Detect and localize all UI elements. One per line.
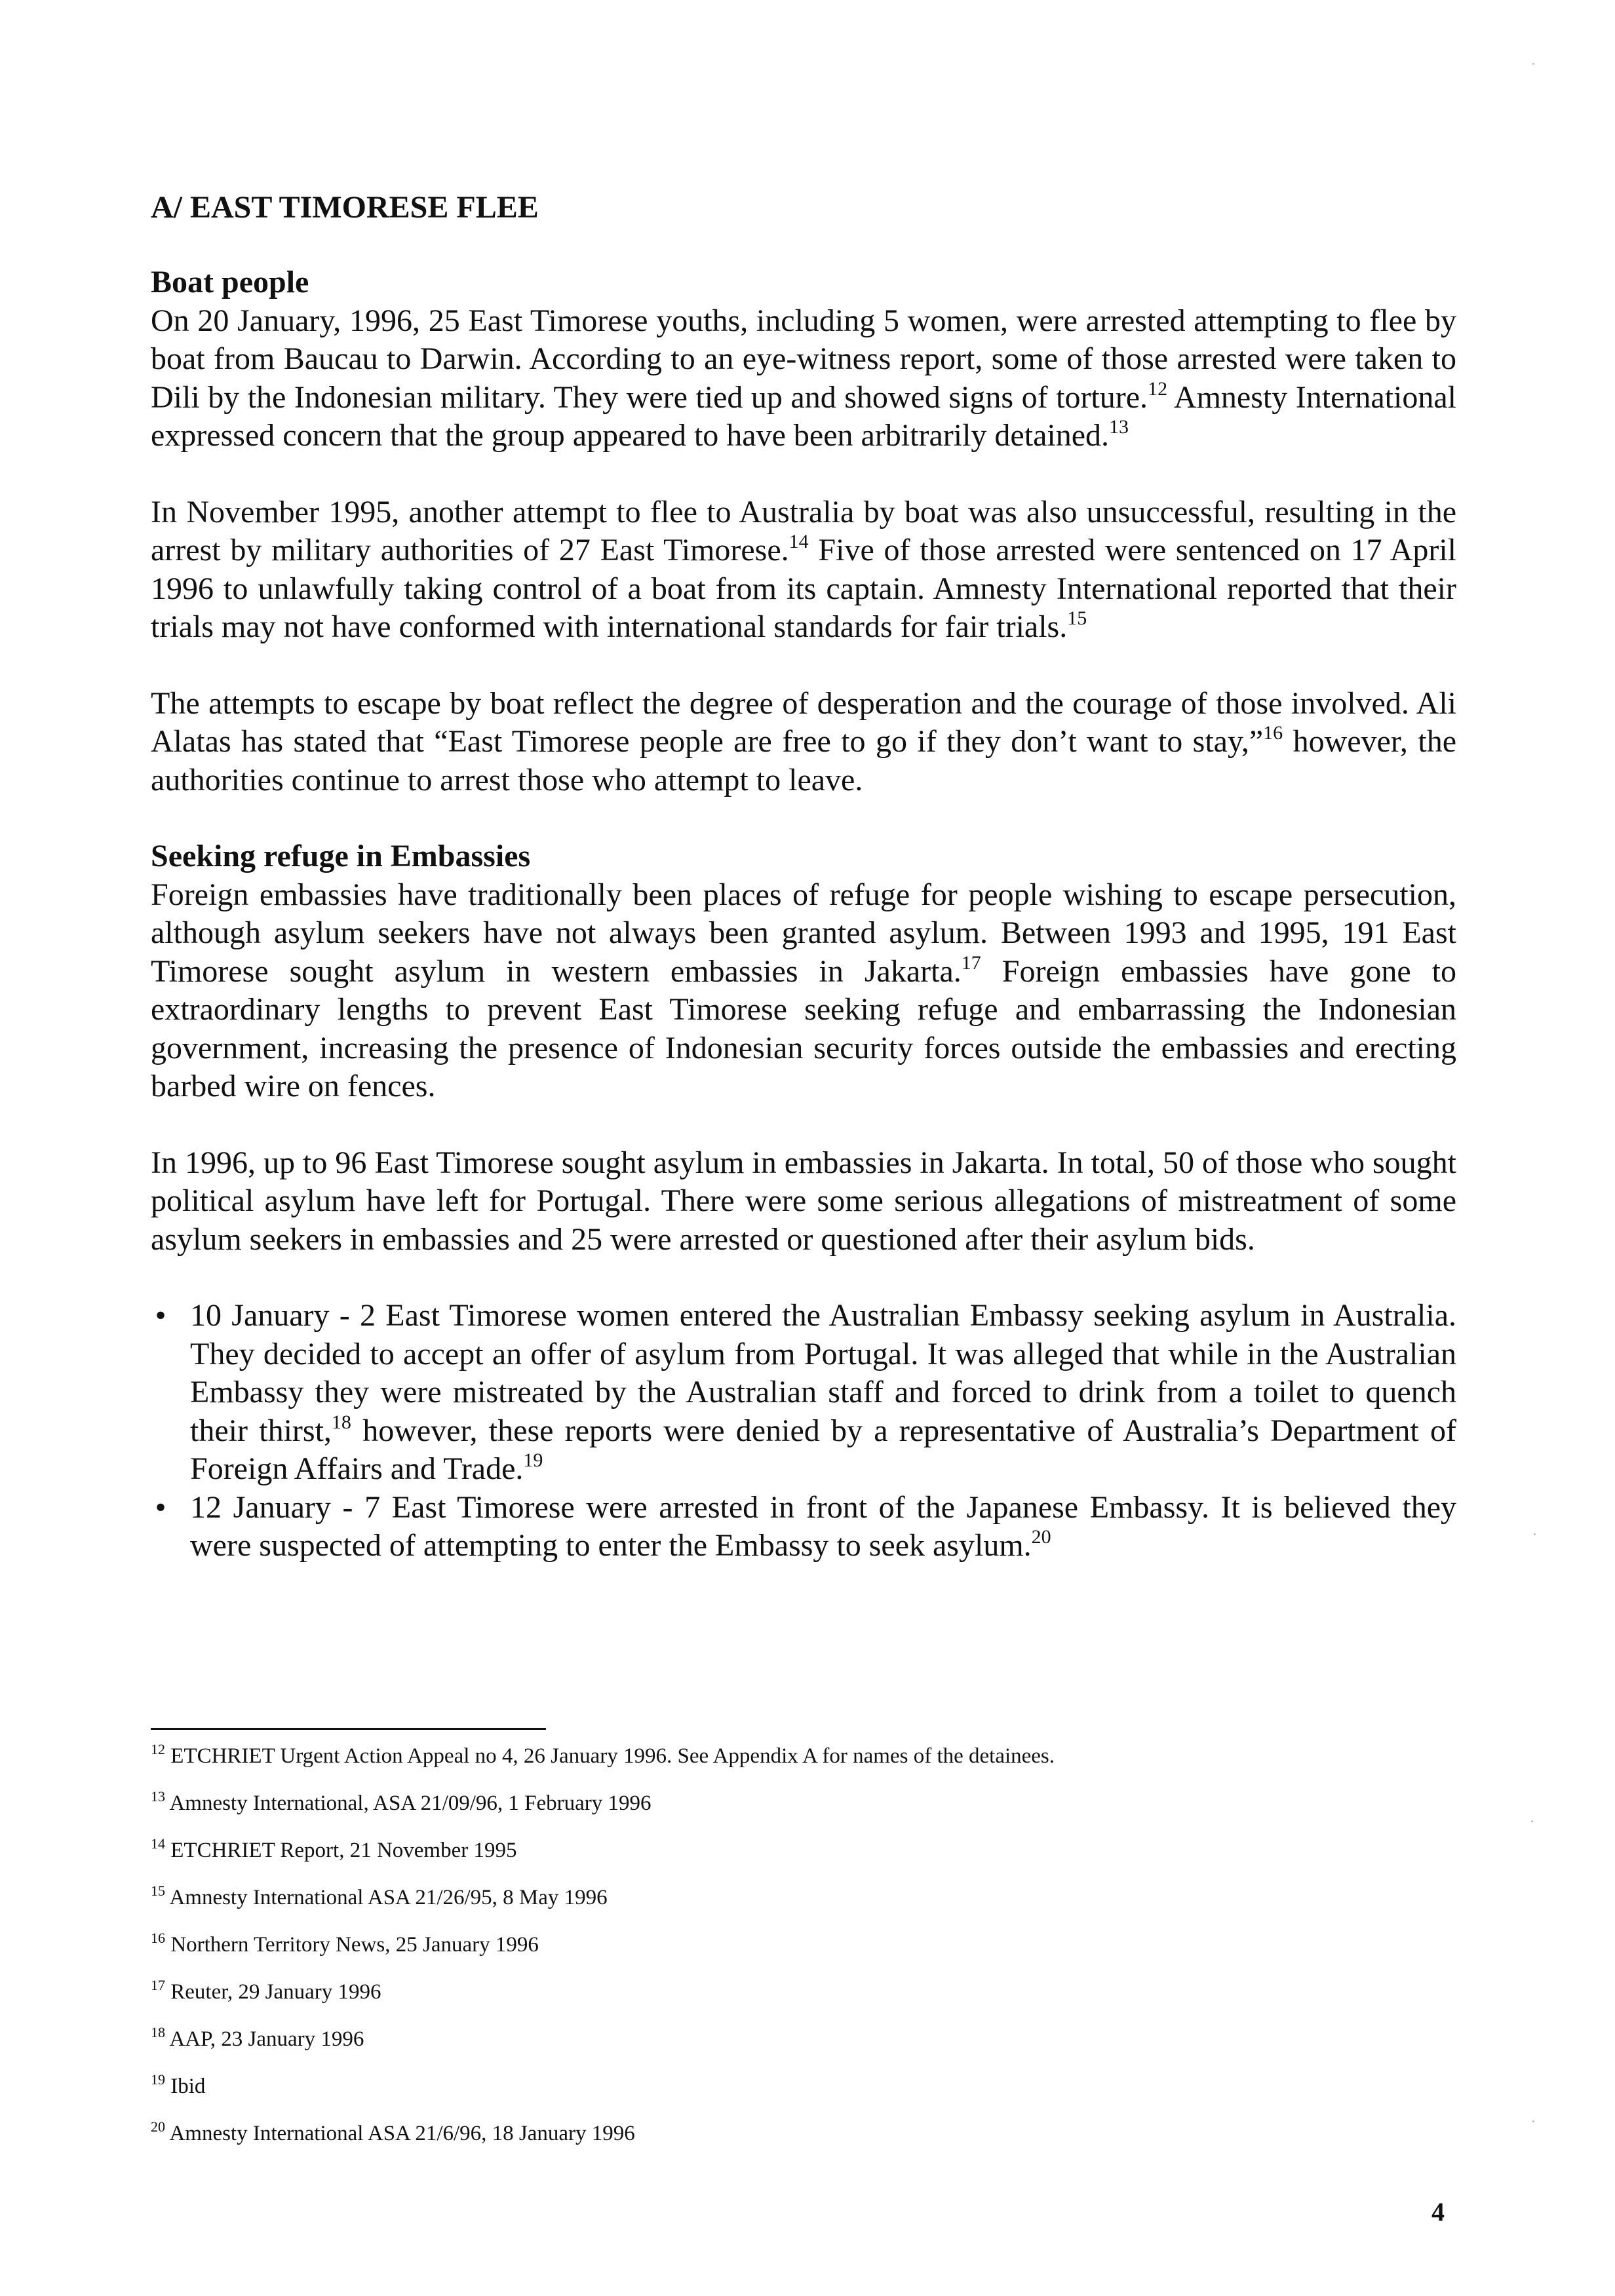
boat-people-heading: Boat people bbox=[151, 265, 309, 299]
list-item bbox=[151, 1489, 1456, 1565]
text-run: The attempts to escape by boat reflect the degree of desperation and the courage of those involved. Ali Alatas has stated that “East Timorese people are free to go if they don’t want to stay,” bbox=[151, 685, 1456, 759]
footnote-text: ETCHRIET Urgent Action Appeal no 4, 26 January 1996. See Appendix A for names of the detainees. bbox=[170, 1744, 1055, 1768]
footnote-ref-15: 15 bbox=[1067, 607, 1087, 629]
page-number: 4 bbox=[1431, 2197, 1445, 2227]
footnote-number: 15 bbox=[151, 1883, 165, 1899]
text-run: Amnesty International expressed concern that the group appeared to have been arbitrarily detained. bbox=[151, 379, 1456, 453]
footnote-ref-13: 13 bbox=[1109, 416, 1129, 438]
bullet-icon: • bbox=[155, 1298, 166, 1333]
footnote-17 bbox=[151, 1979, 1456, 2026]
footnote-12 bbox=[151, 1743, 1456, 1790]
footnote-number: 19 bbox=[151, 2071, 165, 2088]
footnote-text: AAP, 23 January 1996 bbox=[169, 2027, 364, 2051]
scan-speck bbox=[1534, 1533, 1536, 1535]
footnote-text: Reuter, 29 January 1996 bbox=[170, 1980, 381, 2004]
text-run: On 20 January, 1996, 25 East Timorese youths, including 5 women, were arrested attempting to flee by boat from Baucau to Darwin. According to an eye-witness report, some of those arrested were taken to Dili by the Indonesian military. They were tied up and showed signs of torture. bbox=[151, 303, 1456, 415]
text-run: Foreign embassies have traditionally been places of refuge for people wishing to escape persecution, although asylum seekers have not always been granted asylum. Between 1993 and 1995, 191 East Timorese sought asylum in western embassies in Jakarta. bbox=[151, 877, 1456, 989]
footnote-14 bbox=[151, 1837, 1456, 1885]
embassies-paragraph-1 bbox=[151, 876, 1456, 1106]
text-run: however, the authorities continue to arrest those who attempt to leave. bbox=[151, 724, 1456, 797]
footnote-20 bbox=[151, 2120, 1456, 2168]
boat-people-paragraph-3 bbox=[151, 685, 1456, 800]
embassies-paragraph-2: In 1996, up to 96 East Timorese sought asylum in embassies in Jakarta. In total, 50 of those who sought political asylum have left for Portugal. There were some serious allegations of mistreatment of some asylum seekers in embassies and 25 were arrested or questioned after their asylum bids. bbox=[151, 1145, 1456, 1257]
footnote-text: Amnesty International, ASA 21/09/96, 1 February 1996 bbox=[169, 1791, 652, 1815]
footnote-number: 12 bbox=[151, 1741, 165, 1757]
text-run: Five of those arrested were sentenced on 17 April 1996 to unlawfully taking control of a boat from its captain. Amnesty International reported that their trials may not have conformed with international standards for fair trials. bbox=[151, 533, 1457, 644]
footnote-ref-19: 19 bbox=[523, 1449, 543, 1471]
text-run: 12 January - 7 East Timorese were arrested in front of the Japanese Embassy. It is believed they were suspected of attempting to enter the Embassy to seek asylum. bbox=[190, 1489, 1456, 1563]
footnote-13 bbox=[151, 1790, 1456, 1837]
footnote-divider bbox=[151, 1728, 546, 1730]
text-run: however, these reports were denied by a representative of Australia’s Department of Foreign Affairs and Trade. bbox=[190, 1413, 1456, 1486]
footnote-ref-18: 18 bbox=[331, 1411, 351, 1433]
footnote-text: Amnesty International ASA 21/26/95, 8 May 1996 bbox=[169, 1886, 608, 1909]
text-run: In November 1995, another attempt to flee to Australia by boat was also unsuccessful, resulting in the arrest by military authorities of 27 East Timorese. bbox=[151, 494, 1456, 567]
bullet-icon: • bbox=[155, 1489, 166, 1525]
footnote-number: 13 bbox=[151, 1788, 165, 1805]
footnote-number: 14 bbox=[151, 1835, 165, 1852]
footnote-ref-17: 17 bbox=[961, 951, 981, 974]
list-item bbox=[151, 1297, 1456, 1489]
scan-speck bbox=[1532, 2120, 1534, 2122]
boat-people-paragraph-1 bbox=[151, 302, 1456, 455]
main-content bbox=[151, 189, 1456, 1565]
footnote-text: ETCHRIET Report, 21 November 1995 bbox=[170, 1839, 517, 1862]
boat-people-paragraph-2 bbox=[151, 493, 1456, 647]
embassies-heading: Seeking refuge in Embassies bbox=[151, 839, 531, 873]
footnote-ref-14: 14 bbox=[788, 531, 809, 552]
footnote-ref-12: 12 bbox=[1148, 377, 1168, 400]
footnote-number: 17 bbox=[151, 1977, 165, 1993]
footnote-text: Northern Territory News, 25 January 1996 bbox=[170, 1933, 539, 1957]
footnote-ref-20: 20 bbox=[1031, 1526, 1051, 1548]
footnote-18 bbox=[151, 2026, 1456, 2073]
footnote-number: 20 bbox=[151, 2118, 165, 2135]
footnote-text: Ibid bbox=[170, 2075, 206, 2098]
scan-speck bbox=[1531, 1820, 1533, 1822]
footnote-ref-16: 16 bbox=[1263, 722, 1283, 744]
scan-speck bbox=[1532, 63, 1534, 65]
section-heading: A/ EAST TIMORESE FLEE bbox=[151, 190, 539, 225]
footnote-number: 16 bbox=[151, 1930, 165, 1946]
footnote-number: 18 bbox=[151, 2024, 165, 2040]
embassy-incident-list bbox=[151, 1297, 1456, 1565]
footnotes bbox=[151, 1743, 1456, 2168]
footnote-19 bbox=[151, 2073, 1456, 2120]
footnote-16 bbox=[151, 1932, 1456, 1979]
footnote-15 bbox=[151, 1885, 1456, 1932]
footnote-text: Amnesty International ASA 21/6/96, 18 January 1996 bbox=[169, 2122, 635, 2145]
text-run: 10 January - 2 East Timorese women entered the Australian Embassy seeking asylum in Australia. They decided to accept an offer of asylum from Portugal. It was alleged that while in the Australian Embassy they were mistreated by the Australian staff and forced to drink from a toilet to quench their thirst, bbox=[190, 1298, 1456, 1448]
text-run: Foreign embassies have gone to extraordinary lengths to prevent East Timorese seeking refuge and embarrassing the Indonesian government, increasing the presence of Indonesian security forces outside the embassies and erecting barbed wire on fences. bbox=[151, 953, 1457, 1103]
